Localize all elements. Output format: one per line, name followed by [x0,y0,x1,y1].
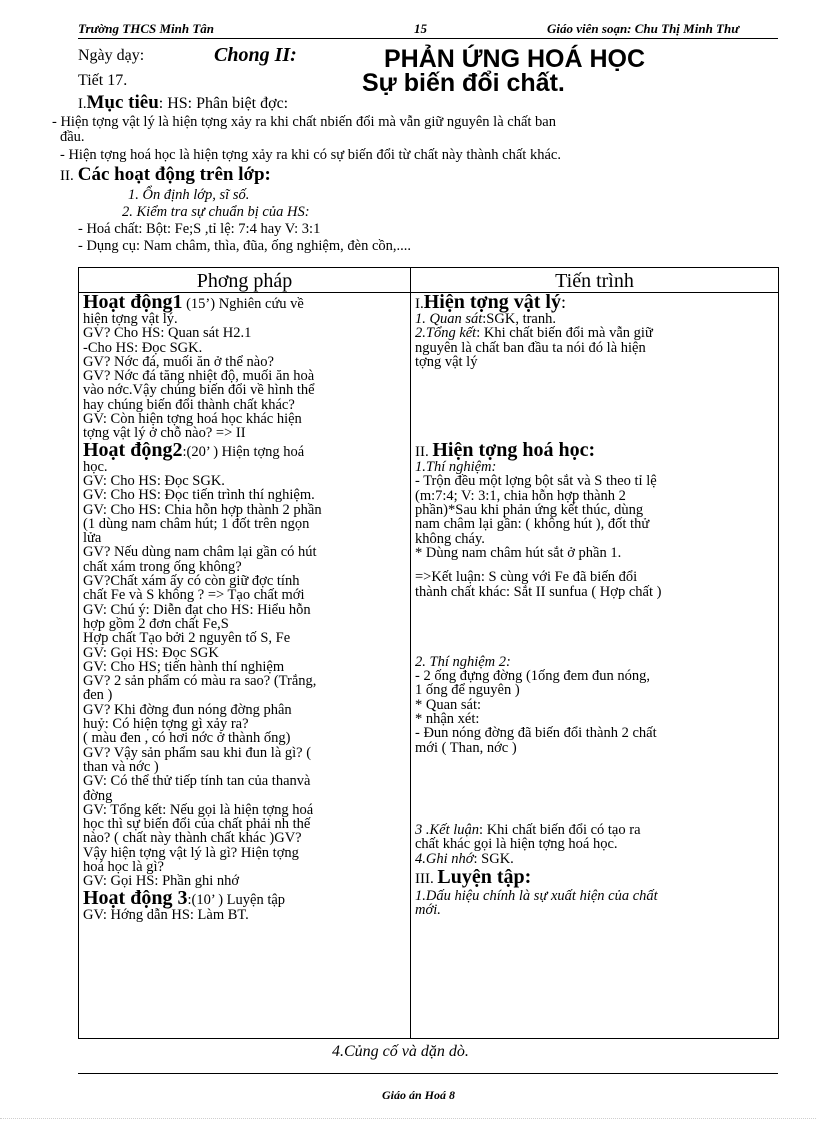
school-name: Trường THCS Minh Tân [78,21,215,36]
chemical-heading: Hiện tợng hoá học: [432,439,596,462]
process-line: * Dùng nam châm hút sắt ở phần 1. [415,544,622,561]
chemical-roman: II. [415,444,429,461]
process-line: nguyên là chất ban đầu ta nói đó là hiện [415,339,646,356]
process-line: không cháy. [415,530,485,547]
objective-physical-2: đầu. [60,129,85,145]
activity-3-title-rest: :(10’ ) Luyện tập [187,891,286,908]
method-line: Vậy hiện tợng vật lý là gì? Hiện tợng [83,844,299,861]
method-line: hợp gồm 2 đơn chất Fe,S [83,615,229,632]
method-line: GV: Tổng kết: Nếu gọi là hiện tợng hoá [83,801,314,818]
tools-line: - Dụng cụ: Nam châm, thìa, đũa, ống nghiệm, đèn cồn,.... [78,238,412,254]
practice-line: 1.Dấu hiệu chính là sự xuất hiện của chất [415,887,658,904]
method-line: lửa [83,530,102,547]
method-line: vào nớc.Vậy chúng biến đổi về hình thể [83,382,315,399]
method-line: GV? 2 sản phẩm có màu ra sao? (Trắng, [83,673,317,690]
chapter-label: Chong II: [214,44,297,66]
method-line: GV? Nếu dùng nam châm lại gần có hút [83,544,317,561]
method-line: GV: Chú ý: Diễn đạt cho HS: Hiểu hỗn [83,601,311,618]
method-line: GV: Cho HS: Đọc tiến trình thí nghiệm. [83,487,315,504]
experiment-2-label: 2. Thí nghiệm 2: [415,653,511,670]
method-line: GV? Cho HS: Quan sát H2.1 [83,325,252,342]
method-line: học thì sự biến đổi của chất phải nh thế [83,816,311,833]
process-line: (m:7:4; V: 3:1, chia hỗn hợp thành 2 [415,487,626,504]
experiment-1-label: 1.Thí nghiệm: [415,459,497,476]
activity-1-title-rest: (15’) Nghiên cứu về [182,296,304,312]
page-subtitle: Sự biến đổi chất. [362,69,565,97]
column-header-method: Phơng pháp [79,268,411,293]
process-line: chất khác gọi là hiện tợng hoá học. [415,836,618,853]
process-line: thành chất khác: Sắt II sunfua ( Hợp chất ) [415,583,662,600]
method-line: hay chúng biến đổi thành chất khác? [83,396,295,413]
method-line: GV: Cho HS: Đọc SGK. [83,472,225,489]
method-line: GV: Hớng dẫn HS: Làm BT. [83,906,249,923]
summary-label: 2.Tổng kết [415,325,477,342]
activity-1-title: Hoạt động1 [83,293,183,313]
practice-line: mới. [415,902,441,919]
method-line: GV? Nớc đá, muối ăn ở thể nào? [83,353,274,370]
section-activities-roman: II. [60,168,74,184]
process-line: =>Kết luận: S cùng với Fe đã biến đổi [415,569,638,586]
practice-heading: Luyện tập: [437,865,532,888]
method-line: Hợp chất Tạo bởi 2 nguyên tố S, Fe [83,630,291,647]
method-line: GV? Nớc đá tăng nhiệt độ, muối ăn hoà [83,368,315,385]
objective-chemical: - Hiện tợng hoá học là hiện tợng xảy ra khi có sự biến đổi từ chất này thành chất khác. [60,147,561,163]
activity-2-title: Hoạt động2 [83,438,183,461]
process-line: phần)*Sau khi phản ứng kết thúc, dùng [415,502,644,519]
method-line: học. [83,458,108,475]
method-line: hoá học là gì? [83,858,164,875]
process-line: 1 ống để nguyên ) [415,682,520,699]
method-line: huỷ: Có hiện tợng gì xảy ra? [83,716,249,733]
remember-label: 4.Ghi nhớ [415,850,474,867]
objective-physical-1: - Hiện tợng vật lý là hiện tợng xảy ra khi chất nbiến đổi mà vẫn giữ nguyên là chất ban [52,114,556,130]
method-line: GV: Còn hiện tợng hoá học khác hiện [83,411,302,428]
remember-text: : SGK. [473,850,514,867]
page-title: PHẢN ỨNG HOÁ HỌC [384,45,646,73]
physical-heading: Hiện tợng vật lý [423,293,561,313]
process-line: - Trộn đều một lợng bột sắt và S theo tỉ lệ [415,473,657,490]
conclusion-label: 3 .Kết luận [415,821,480,838]
process-line: - 2 ống đựng đờng (1ống đem đun nóng, [415,668,651,685]
process-line: mới ( Than, nớc ) [415,739,517,756]
page-number: 15 [414,21,427,36]
method-line: (1 dùng nam châm hút; 1 đốt trên ngọn [83,515,310,532]
activity-2-title-rest: :(20’ ) Hiện tợng hoá [182,443,305,460]
method-line: nào? ( chất này thành chất khác )GV? [83,830,302,847]
summary-text: : Khi chất biến đổi mà vẫn giữ [476,325,653,342]
process-line: * nhận xét: [415,711,480,728]
method-line: -Cho HS: Đọc SGK. [83,339,203,356]
section-objectives [78,92,289,113]
chemicals-line: - Hoá chất: Bột: Fe;S ,tỉ lệ: 7:4 hay V: 3:1 [78,221,321,237]
method-line: ( màu đen , có hơi nớc ở thành ống) [83,730,291,747]
method-line: đen ) [83,687,113,704]
method-line: chất Fe và S không ? => Tạo chất mới [83,587,305,604]
practice-roman: III. [415,870,434,887]
process-line: nam châm lại gần: ( không hút ), đốt thử [415,516,650,533]
process-line: * Quan sát: [415,696,482,713]
section-objectives-label: Mục tiêu [86,92,159,113]
method-line: tợng vật lý ở chỗ nào? => II [83,425,246,442]
method-line: hiện tợng vật lý. [83,311,178,327]
section-objectives-roman: I. [78,96,87,112]
method-line: GV: Cho HS; tiến hành thí nghiệm [83,658,285,675]
header-rule [78,38,778,39]
method-line: GV?Chất xám ấy có còn giữ đợc tính [83,573,300,590]
column-header-process: Tiến trình [411,268,779,293]
method-line: GV: Gọi HS: Đọc SGK [83,644,219,661]
section-activities-label: Các hoạt động trên lớp: [77,164,271,185]
method-line: GV: Cho HS: Chia hỗn hợp thành 2 phần [83,501,322,518]
method-line: GV? Khi đờng đun nóng đờng phân [83,701,292,718]
lesson-number: Tiết 17. [78,72,128,89]
process-line: tợng vật lý [415,353,478,370]
consolidation-heading: 4.Củng cố và dặn dò. [332,1043,469,1060]
page-bottom-dotted-line [0,1118,816,1119]
activity-item-2: 2. Kiểm tra sự chuẩn bị của HS: [122,204,310,220]
process-line: - Đun nóng đờng đã biến đổi thành 2 chất [415,725,657,742]
observe-label: 1. Quan sát [415,311,483,327]
method-line: than và nớc ) [83,758,159,775]
conclusion-text: : Khi chất biến đổi có tạo ra [479,821,641,838]
activity-3-title: Hoạt động 3 [83,886,188,909]
footer-rule [78,1073,778,1074]
method-line: đờng [83,787,113,804]
footer-text: Giáo án Hoá 8 [382,1088,456,1102]
physical-roman: I. [415,296,424,312]
method-line: GV: Gọi HS: Phần ghi nhớ [83,873,240,890]
method-line: GV? Vậy sản phẩm sau khi đun là gì? ( [83,744,312,761]
day-label: Ngày dạy: [78,47,145,64]
physical-heading-colon: : [560,293,566,312]
method-column [79,293,411,1039]
section-activities [60,164,271,186]
teacher-name: Giáo viên soạn: Chu Thị Minh Thư [547,21,740,36]
activity-item-1: 1. Ổn định lớp, sĩ số. [128,187,250,203]
section-objectives-suffix: : HS: Phân biệt đợc: [158,95,289,112]
method-line: GV: Có thể thử tiếp tính tan của thanvà [83,773,311,790]
lesson-table [78,267,779,1039]
observe-text: :SGK, tranh. [482,311,556,327]
method-line: chất xám trong ống không? [83,558,242,575]
process-column [411,293,779,1039]
